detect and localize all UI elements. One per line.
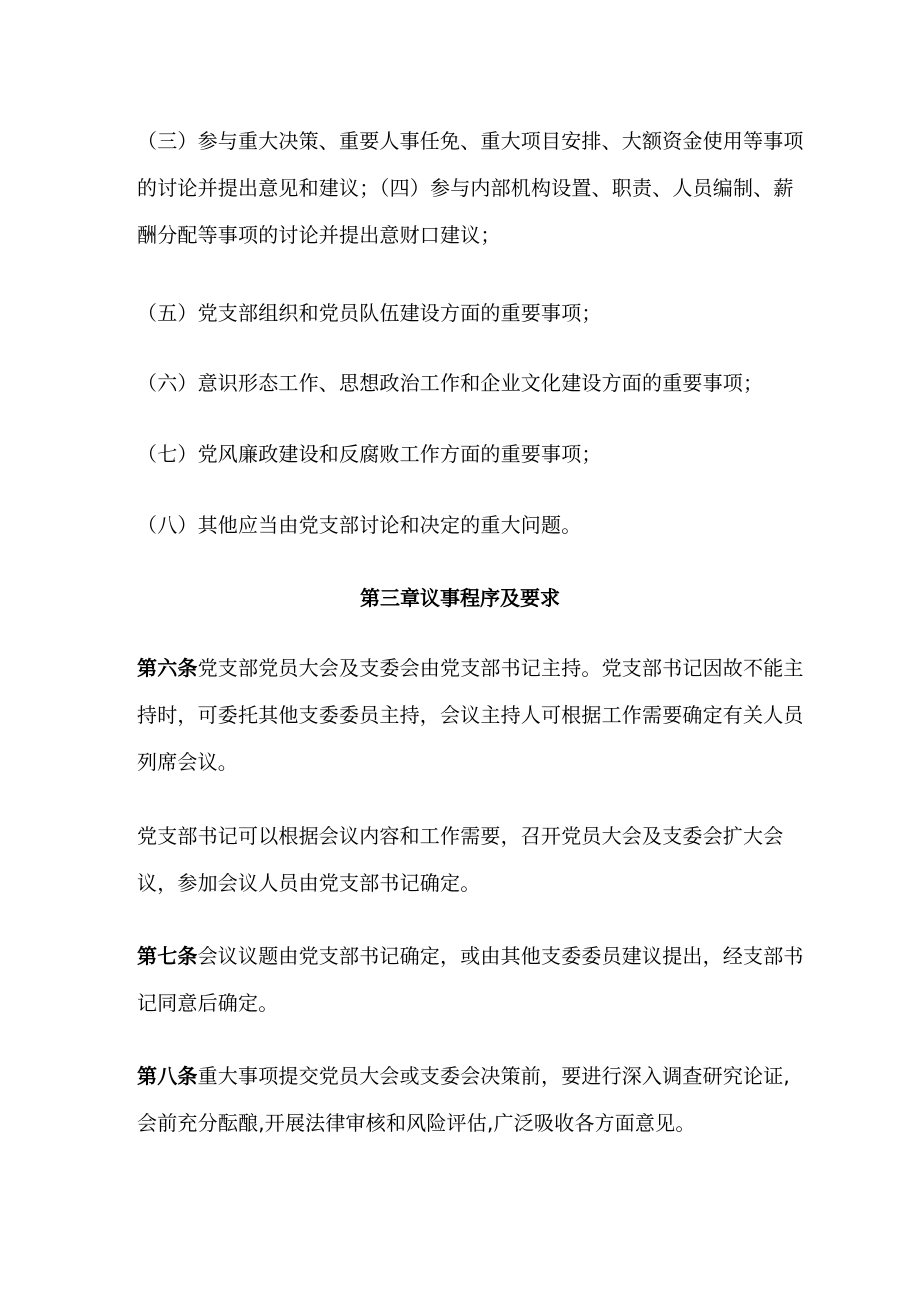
article-6-text: 党支部党员大会及支委会由党支部书记主持。党支部书记因故不能主持时，可委托其他支委委员主持，会议主持人可根据工作需要确定有关人员列席会议。 — [137, 656, 804, 774]
item-8-text: （八）其他应当由党支部讨论和决定的重大问题。 — [137, 513, 582, 537]
article-6-continuation-text: 党支部书记可以根据会议内容和工作需要，召开党员大会及支委会扩大会议，参加会议人员由党支部书记确定。 — [137, 824, 784, 895]
article-7-number: 第七条 — [137, 944, 198, 968]
article-8-number: 第八条 — [137, 1064, 198, 1088]
item-8-paragraph — [137, 502, 807, 549]
article-6-number: 第六条 — [137, 656, 198, 680]
item-7-paragraph — [137, 431, 807, 478]
article-8-paragraph — [137, 1053, 807, 1147]
article-7-text: 会议议题由党支部书记确定，或由其他支委委员建议提出，经支部书记同意后确定。 — [137, 944, 804, 1015]
item-5-paragraph — [137, 290, 807, 337]
article-7-paragraph — [137, 933, 807, 1027]
article-6-paragraph — [137, 645, 807, 786]
item-3-4-paragraph — [137, 118, 807, 259]
item-6-paragraph — [137, 360, 807, 407]
article-8-text: 重大事项提交党员大会或支委会决策前，要进行深入调查研究论证,会前充分酝酿,开展法律审核和风险评估,广泛吸收各方面意见。 — [137, 1064, 790, 1135]
item-5-text: （五）党支部组织和党员队伍建设方面的重要事项； — [137, 301, 602, 325]
chapter-heading: 第三章议事程序及要求 — [360, 586, 560, 610]
item-7-text: （七）党风廉政建设和反腐败工作方面的重要事项； — [137, 442, 602, 466]
item-6-text: （六）意识形态工作、思想政治工作和企业文化建设方面的重要事项； — [137, 371, 764, 395]
article-6-continuation-paragraph — [137, 813, 807, 907]
item-3-4-text: （三）参与重大决策、重要人事任免、重大项目安排、大额资金使用等事项的讨论并提出意见和建议；（四）参与内部机构设置、职责、人员编制、薪酬分配等事项的讨论并提出意财口建议； — [137, 129, 804, 247]
